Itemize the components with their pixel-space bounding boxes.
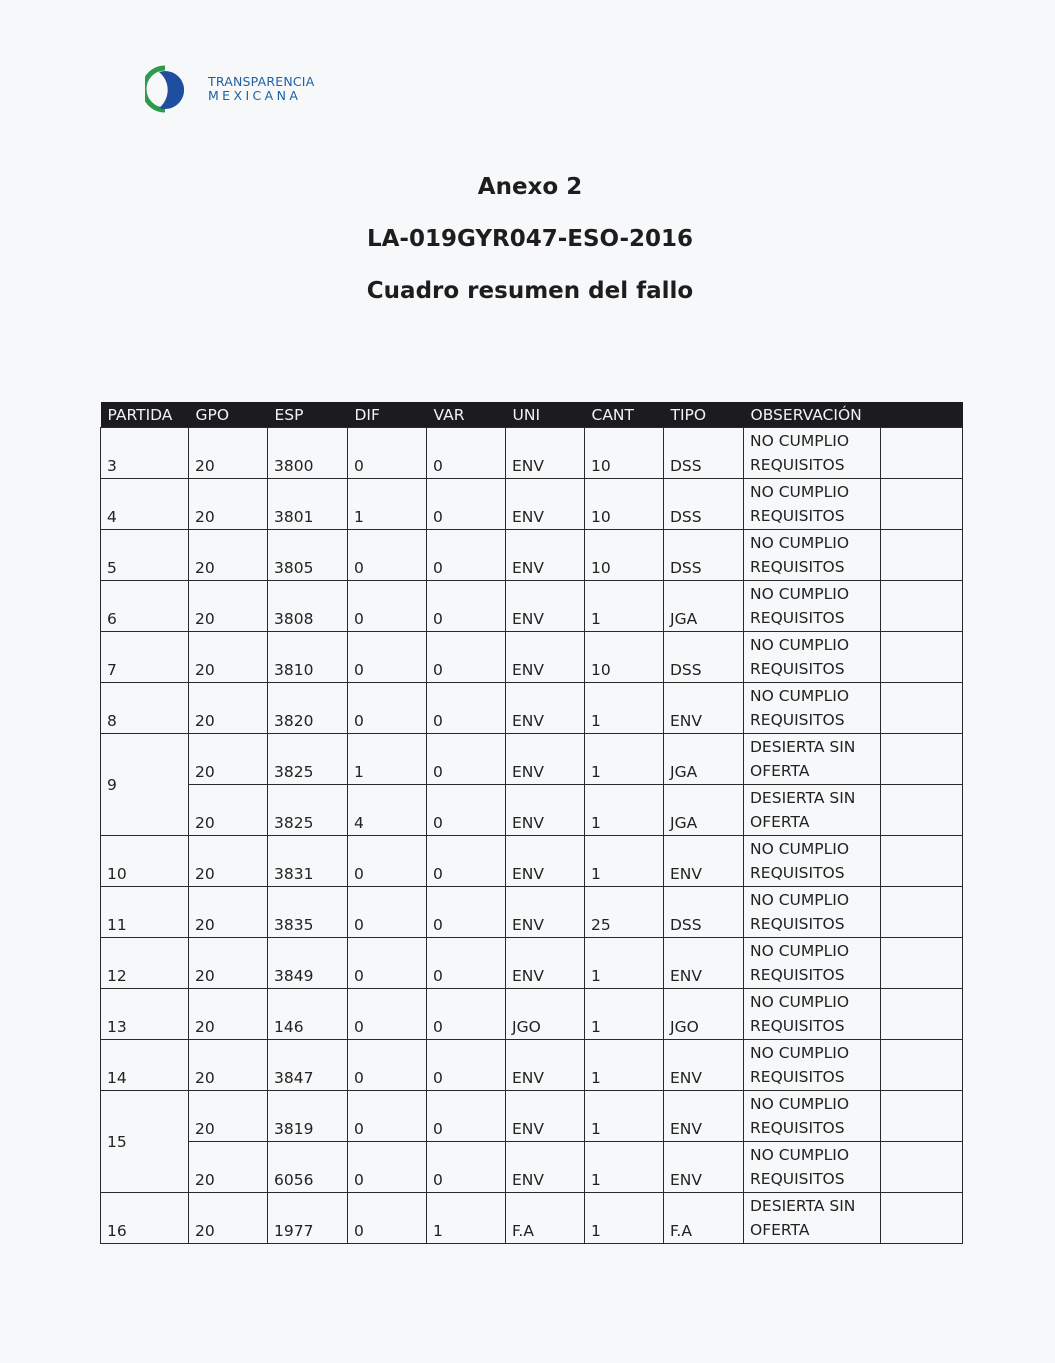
cell-tipo: JGO — [664, 989, 744, 1040]
cell-cant: 25 — [585, 887, 664, 938]
cell-uni: ENV — [506, 938, 585, 989]
cell-var: 0 — [427, 581, 506, 632]
cell-esp: 3825 — [268, 734, 348, 785]
cell-cant: 1 — [585, 938, 664, 989]
table-row — [101, 581, 963, 632]
cell-cant: 1 — [585, 734, 664, 785]
cell-gpo: 20 — [189, 887, 268, 938]
cell-tipo: DSS — [664, 887, 744, 938]
cell-partida: 7 — [101, 632, 189, 683]
logo-mark-icon — [145, 64, 201, 114]
cell-esp: 146 — [268, 989, 348, 1040]
cell-empty — [881, 1193, 963, 1244]
cell-empty — [881, 530, 963, 581]
cell-var: 0 — [427, 887, 506, 938]
cell-cant: 1 — [585, 1091, 664, 1142]
cell-esp: 1977 — [268, 1193, 348, 1244]
cell-dif: 0 — [348, 530, 427, 581]
cell-empty — [881, 785, 963, 836]
cell-uni: JGO — [506, 989, 585, 1040]
cell-observacion: NO CUMPLIO REQUISITOS — [744, 683, 881, 734]
cell-esp: 3825 — [268, 785, 348, 836]
cell-empty — [881, 1142, 963, 1193]
cell-empty — [881, 989, 963, 1040]
cell-esp: 3810 — [268, 632, 348, 683]
cell-tipo: ENV — [664, 1040, 744, 1091]
table-row — [101, 989, 963, 1040]
table-subtitle: Cuadro resumen del fallo — [366, 278, 694, 304]
cell-cant: 1 — [585, 581, 664, 632]
cell-partida: 4 — [101, 479, 189, 530]
cell-cant: 10 — [585, 428, 664, 479]
cell-esp: 3808 — [268, 581, 348, 632]
cell-var: 0 — [427, 428, 506, 479]
cell-partida: 14 — [101, 1040, 189, 1091]
cell-cant: 1 — [585, 1040, 664, 1091]
cell-observacion: NO CUMPLIO REQUISITOS — [744, 836, 881, 887]
cell-dif: 0 — [348, 1040, 427, 1091]
cell-var: 0 — [427, 530, 506, 581]
cell-dif: 0 — [348, 632, 427, 683]
column-header-esp: ESP — [268, 402, 348, 428]
table-row — [101, 1040, 963, 1091]
cell-uni: ENV — [506, 1040, 585, 1091]
logo — [145, 64, 335, 114]
cell-tipo: DSS — [664, 479, 744, 530]
cell-var: 0 — [427, 1142, 506, 1193]
cell-var: 0 — [427, 938, 506, 989]
cell-partida: 15 — [101, 1091, 189, 1193]
cell-cant: 1 — [585, 1142, 664, 1193]
cell-uni: ENV — [506, 1091, 585, 1142]
cell-dif: 0 — [348, 989, 427, 1040]
cell-dif: 0 — [348, 938, 427, 989]
cell-esp: 3801 — [268, 479, 348, 530]
cell-gpo: 20 — [189, 836, 268, 887]
cell-empty — [881, 887, 963, 938]
cell-tipo: F.A — [664, 1193, 744, 1244]
cell-tipo: ENV — [664, 683, 744, 734]
cell-esp: 3800 — [268, 428, 348, 479]
cell-empty — [881, 581, 963, 632]
cell-tipo: DSS — [664, 428, 744, 479]
cell-gpo: 20 — [189, 1040, 268, 1091]
cell-observacion: NO CUMPLIO REQUISITOS — [744, 581, 881, 632]
cell-uni: ENV — [506, 632, 585, 683]
cell-empty — [881, 1091, 963, 1142]
column-header-dif: DIF — [348, 402, 427, 428]
cell-uni: ENV — [506, 479, 585, 530]
cell-gpo: 20 — [189, 428, 268, 479]
cell-var: 0 — [427, 734, 506, 785]
cell-uni: ENV — [506, 734, 585, 785]
cell-tipo: DSS — [664, 530, 744, 581]
cell-gpo: 20 — [189, 1193, 268, 1244]
cell-dif: 0 — [348, 683, 427, 734]
cell-empty — [881, 1040, 963, 1091]
cell-observacion: NO CUMPLIO REQUISITOS — [744, 1040, 881, 1091]
table-row — [101, 428, 963, 479]
cell-gpo: 20 — [189, 734, 268, 785]
cell-observacion: NO CUMPLIO REQUISITOS — [744, 938, 881, 989]
cell-empty — [881, 479, 963, 530]
cell-observacion: NO CUMPLIO REQUISITOS — [744, 1142, 881, 1193]
cell-partida: 9 — [101, 734, 189, 836]
cell-tipo: DSS — [664, 632, 744, 683]
table-row — [101, 479, 963, 530]
cell-cant: 1 — [585, 785, 664, 836]
cell-cant: 1 — [585, 836, 664, 887]
cell-uni: ENV — [506, 887, 585, 938]
table-row — [101, 836, 963, 887]
table-row — [101, 1142, 963, 1193]
cell-tipo: ENV — [664, 938, 744, 989]
table-row — [101, 632, 963, 683]
cell-observacion: NO CUMPLIO REQUISITOS — [744, 632, 881, 683]
cell-gpo: 20 — [189, 581, 268, 632]
column-header-tipo: TIPO — [664, 402, 744, 428]
cell-gpo: 20 — [189, 1142, 268, 1193]
cell-uni: ENV — [506, 581, 585, 632]
cell-dif: 0 — [348, 1193, 427, 1244]
cell-gpo: 20 — [189, 632, 268, 683]
cell-cant: 1 — [585, 683, 664, 734]
cell-var: 0 — [427, 479, 506, 530]
cell-partida: 8 — [101, 683, 189, 734]
cell-dif: 4 — [348, 785, 427, 836]
cell-partida: 6 — [101, 581, 189, 632]
cell-partida: 11 — [101, 887, 189, 938]
cell-var: 0 — [427, 1040, 506, 1091]
cell-observacion: NO CUMPLIO REQUISITOS — [744, 479, 881, 530]
cell-esp: 3819 — [268, 1091, 348, 1142]
cell-partida: 3 — [101, 428, 189, 479]
fallo-summary-table — [100, 402, 963, 1244]
table-row — [101, 938, 963, 989]
table-row — [101, 785, 963, 836]
cell-esp: 3847 — [268, 1040, 348, 1091]
cell-cant: 1 — [585, 989, 664, 1040]
cell-dif: 0 — [348, 836, 427, 887]
cell-var: 0 — [427, 1091, 506, 1142]
cell-uni: ENV — [506, 683, 585, 734]
column-header-cant: CANT — [585, 402, 664, 428]
table-header-row — [101, 402, 963, 428]
cell-cant: 1 — [585, 1193, 664, 1244]
cell-dif: 0 — [348, 581, 427, 632]
table-row — [101, 530, 963, 581]
column-header-partida: PARTIDA — [101, 402, 189, 428]
cell-gpo: 20 — [189, 1091, 268, 1142]
cell-observacion: NO CUMPLIO REQUISITOS — [744, 887, 881, 938]
cell-empty — [881, 938, 963, 989]
cell-tipo: JGA — [664, 734, 744, 785]
cell-dif: 1 — [348, 479, 427, 530]
cell-dif: 0 — [348, 428, 427, 479]
cell-empty — [881, 428, 963, 479]
cell-partida: 16 — [101, 1193, 189, 1244]
cell-observacion: NO CUMPLIO REQUISITOS — [744, 428, 881, 479]
cell-uni: ENV — [506, 785, 585, 836]
cell-partida: 5 — [101, 530, 189, 581]
cell-esp: 3820 — [268, 683, 348, 734]
cell-dif: 0 — [348, 1091, 427, 1142]
cell-uni: ENV — [506, 428, 585, 479]
table-row — [101, 1091, 963, 1142]
cell-uni: F.A — [506, 1193, 585, 1244]
cell-tipo: JGA — [664, 785, 744, 836]
cell-esp: 3835 — [268, 887, 348, 938]
cell-observacion: NO CUMPLIO REQUISITOS — [744, 530, 881, 581]
cell-partida: 10 — [101, 836, 189, 887]
cell-dif: 0 — [348, 887, 427, 938]
cell-empty — [881, 632, 963, 683]
cell-var: 0 — [427, 989, 506, 1040]
cell-gpo: 20 — [189, 989, 268, 1040]
cell-gpo: 20 — [189, 938, 268, 989]
cell-var: 0 — [427, 683, 506, 734]
cell-observacion: DESIERTA SIN OFERTA — [744, 734, 881, 785]
cell-observacion: DESIERTA SIN OFERTA — [744, 785, 881, 836]
cell-observacion: DESIERTA SIN OFERTA — [744, 1193, 881, 1244]
cell-cant: 10 — [585, 530, 664, 581]
cell-dif: 1 — [348, 734, 427, 785]
cell-tipo: ENV — [664, 1142, 744, 1193]
cell-empty — [881, 734, 963, 785]
table-row — [101, 887, 963, 938]
column-header-observacion: OBSERVACIÓN — [744, 402, 963, 428]
cell-partida: 12 — [101, 938, 189, 989]
cell-empty — [881, 683, 963, 734]
cell-var: 1 — [427, 1193, 506, 1244]
cell-tipo: ENV — [664, 1091, 744, 1142]
column-header-gpo: GPO — [189, 402, 268, 428]
cell-cant: 10 — [585, 632, 664, 683]
cell-cant: 10 — [585, 479, 664, 530]
cell-tipo: JGA — [664, 581, 744, 632]
cell-observacion: NO CUMPLIO REQUISITOS — [744, 989, 881, 1040]
annex-title: Anexo 2 — [477, 174, 583, 200]
cell-partida: 13 — [101, 989, 189, 1040]
column-header-uni: UNI — [506, 402, 585, 428]
cell-gpo: 20 — [189, 683, 268, 734]
cell-uni: ENV — [506, 836, 585, 887]
cell-gpo: 20 — [189, 530, 268, 581]
table-row — [101, 1193, 963, 1244]
cell-observacion: NO CUMPLIO REQUISITOS — [744, 1091, 881, 1142]
cell-tipo: ENV — [664, 836, 744, 887]
column-header-var: VAR — [427, 402, 506, 428]
cell-esp: 3849 — [268, 938, 348, 989]
cell-var: 0 — [427, 836, 506, 887]
cell-var: 0 — [427, 785, 506, 836]
logo-text-line2: MEXICANA — [208, 88, 302, 103]
cell-esp: 3831 — [268, 836, 348, 887]
logo-blue-crescent — [159, 71, 184, 109]
logo-text-line1: TRANSPARENCIA — [208, 74, 315, 89]
cell-var: 0 — [427, 632, 506, 683]
table-row — [101, 734, 963, 785]
table-row — [101, 683, 963, 734]
cell-esp: 3805 — [268, 530, 348, 581]
cell-esp: 6056 — [268, 1142, 348, 1193]
cell-gpo: 20 — [189, 785, 268, 836]
cell-dif: 0 — [348, 1142, 427, 1193]
cell-gpo: 20 — [189, 479, 268, 530]
procedure-code: LA-019GYR047-ESO-2016 — [366, 226, 694, 252]
cell-empty — [881, 836, 963, 887]
cell-uni: ENV — [506, 530, 585, 581]
cell-uni: ENV — [506, 1142, 585, 1193]
